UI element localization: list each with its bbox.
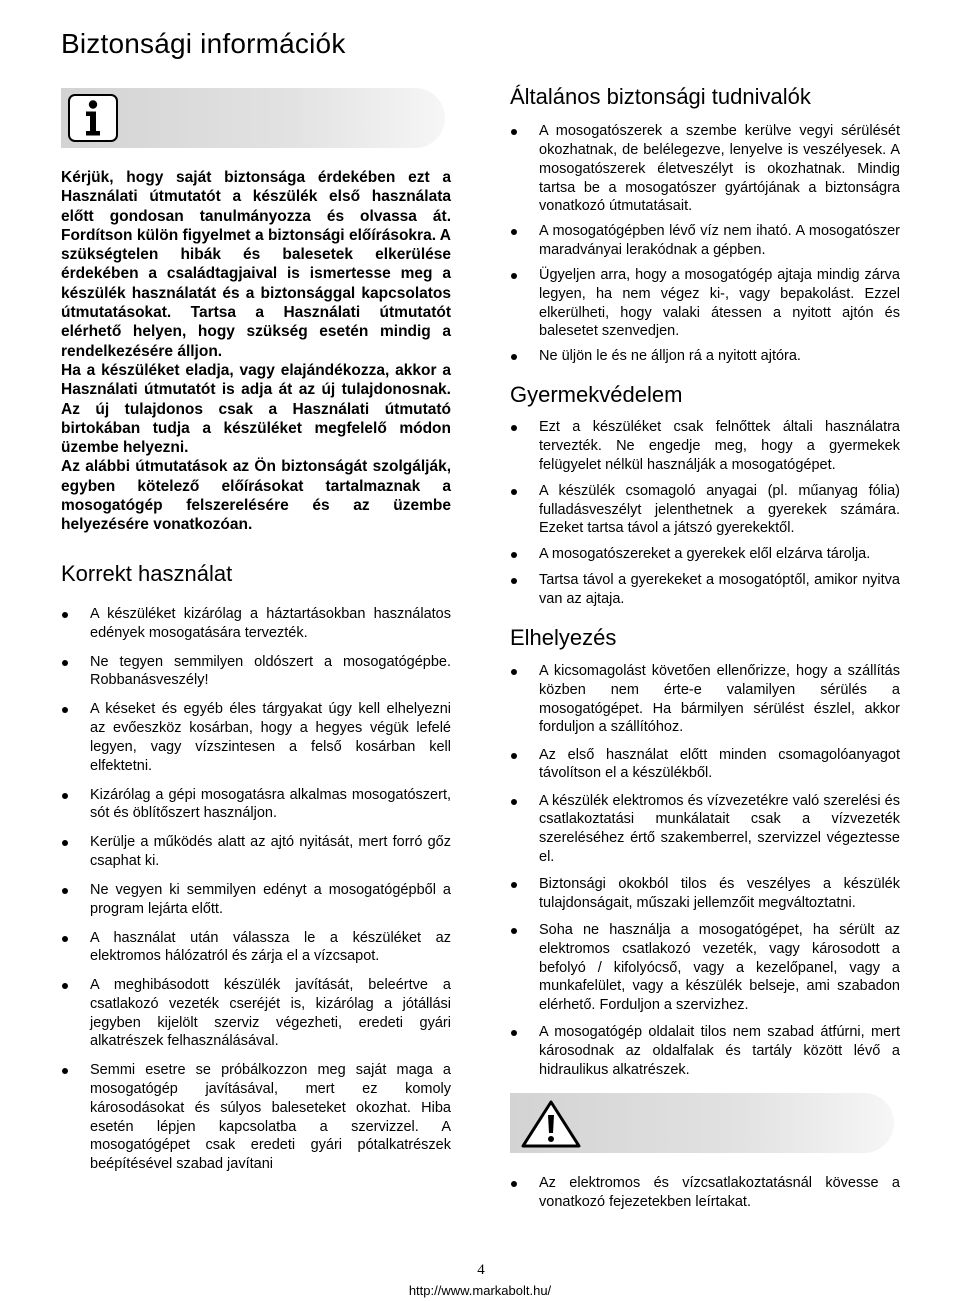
korrekt-hasznalat-list bbox=[61, 605, 451, 1174]
list-item: A készülék csomagoló anyagai (pl. műanyag fólia) fulladásveszélyt jelenthetnek a gyerekek számára. Ezeket tartsa távol a játszó gyerekektől. bbox=[510, 482, 900, 538]
list-item: Ne vegyen ki semmilyen edényt a mosogatógépből a program lejárta előtt. bbox=[61, 881, 451, 918]
intro-paragraph: Az alábbi útmutatások az Ön biztonságát szolgálják, egyben kötelező előírásokat tartalmaznak a mosogatógép felszerelésére és az üzembe helyezésére vonatkozóan. bbox=[61, 458, 451, 534]
page-number: 4 bbox=[477, 1262, 485, 1278]
right-column bbox=[510, 84, 900, 1221]
section-title-elhelyezes: Elhelyezés bbox=[510, 624, 617, 650]
list-item: A mosogatószerek a szembe kerülve vegyi sérülését okozhatnak, de belélegezve, lenyelve is veszélyesek. A mosogatószerek életveszélyt is okozhatnak. Mindig tartsa be a mosogatószer gyártójának a biztonságra vonatkozó útmutatásait. bbox=[510, 122, 900, 216]
section-title-gyermekvedelem: Gyermekvédelem bbox=[510, 382, 683, 407]
left-column bbox=[61, 88, 451, 1184]
list-item: Ezt a készüléket csak felnőttek általi használatra tervezték. Ne engedje meg, hogy a gyermekek felügyelet nélkül használják a mosogatógépet. bbox=[510, 418, 900, 474]
intro-text bbox=[61, 168, 451, 535]
list-item: A mosogatószereket a gyerekek elől elzárva tárolja. bbox=[510, 545, 900, 564]
list-item: A készülék elektromos és vízvezetékre való szerelési és csatlakoztatási munkálatait csak a vízvezeték szereléséhez értő szakemberrel, szervizzel végeztesse el. bbox=[510, 792, 900, 867]
intro-paragraph: Ha a készüléket eladja, vagy elajándékozza, akkor a Használati útmutatót is adja át az új tulajdonosnak. Az új tulajdonos csak a Használati útmutató birtokában tudja a készüléket megfelelő módon üzembe helyezni. bbox=[61, 361, 451, 457]
gyermekvedelem-list bbox=[510, 418, 900, 609]
list-item: A meghibásodott készülék javítását, beleértve a csatlakozó vezeték cseréjét is, kizárólag a jótállási jegyben kijelölt szerviz végezheti, eredeti gyári alkatrészek felhasználásával. bbox=[61, 976, 451, 1051]
altalanos-list bbox=[510, 122, 900, 366]
list-item: Tartsa távol a gyerekeket a mosogatóptől, amikor nyitva van az ajtaja. bbox=[510, 571, 900, 608]
page-title: Biztonsági információk bbox=[61, 28, 346, 59]
list-item: Ügyeljen arra, hogy a mosogatógép ajtaja mindig zárva legyen, ha nem végez ki-, vagy bepakolást. Ezzel elkerülheti, hogy valaki átessen a nyitott ajtón és balesetet szenvedjen. bbox=[510, 266, 900, 341]
warning-banner bbox=[510, 1093, 894, 1153]
list-item: A késeket és egyéb éles tárgyakat úgy kell elhelyezni az evőeszköz kosárban, hogy a hegyes végük lefelé legyen, vagy vízszintesen a felső kosárban kell elfektetni. bbox=[61, 700, 451, 775]
list-item: Az elektromos és vízcsatlakoztatásnál kövesse a vonatkozó fejezetekben leírtakat. bbox=[510, 1174, 900, 1211]
list-item: Az első használat előtt minden csomagolóanyagot távolítson el a készülékből. bbox=[510, 746, 900, 783]
list-item: A mosogatógépben lévő víz nem iható. A mosogatószer maradványai lerakódnak a gépben. bbox=[510, 222, 900, 259]
section-title-korrekt-hasznalat: Korrekt használat bbox=[61, 560, 233, 586]
footer-url: http://www.markabolt.hu/ bbox=[408, 1283, 552, 1298]
intro-paragraph: Kérjük, hogy saját biztonsága érdekében ezt a Használati útmutatót a készülék első használata előtt gondosan tanulmányozza és olvassa át. Fordítson külön figyelmet a biztonsági előírásokra. A szükségtelen hibák és balesetek elkerülése érdekében a családtagjaival is ismertesse meg a készülék használatát és a biztonsággal kapcsolatos útmutatásokat. Tartsa a Használati útmutatót elérhető helyen, hogy szükség esetén mindig a rendelkezésére álljon. bbox=[61, 169, 451, 360]
list-item: Kizárólag a gépi mosogatásra alkalmas mosogatószert, sót és öblítőszert használjon. bbox=[61, 786, 451, 823]
list-item: A mosogatógép oldalait tilos nem szabad átfúrni, mert károsodnak az oldalfalak és tartály között lévő a hidraulikus alkatrészek. bbox=[510, 1023, 900, 1079]
list-item: A használat után válassza le a készüléket az elektromos hálózatról és zárja el a vízcsapot. bbox=[61, 929, 451, 966]
list-item: Soha ne használja a mosogatógépet, ha sérült az elektromos csatlakozó vezeték, vagy károsodott a befolyó / kifolyócső, vagy a kezelőpanel, vagy a munkafelület, vagy a készülék belseje, ami szabadon elérhető. Forduljon a szervizhez. bbox=[510, 921, 900, 1015]
list-item: Biztonsági okokból tilos és veszélyes a készülék tulajdonságait, műszaki jellemzőit megváltoztatni. bbox=[510, 875, 900, 912]
list-item: Kerülje a működés alatt az ajtó nyitását, mert forró gőz csaphat ki. bbox=[61, 833, 451, 870]
section-title-altalanos: Általános biztonsági tudnivalók bbox=[510, 84, 811, 109]
list-item: Ne üljön le és ne álljon rá a nyitott ajtóra. bbox=[510, 347, 900, 366]
list-item: Ne tegyen semmilyen oldószert a mosogatógépbe. Robbanásveszély! bbox=[61, 653, 451, 690]
info-icon bbox=[68, 94, 118, 142]
info-banner bbox=[61, 88, 445, 148]
list-item: A készüléket kizárólag a háztartásokban használatos edények mosogatására tervezték. bbox=[61, 605, 451, 642]
warning-icon bbox=[520, 1099, 582, 1149]
warning-list bbox=[510, 1174, 900, 1211]
elhelyezes-list bbox=[510, 662, 900, 1079]
list-item: Semmi esetre se próbálkozzon meg saját maga a mosogatógép javításával, mert ez komoly károsodásokat és súlyos baleseteket okozhat. Hiba esetén lépjen kapcsolatba a szervizzel. A mosogatógépet csak eredeti gyári pótalkatrészek beépítésével szabad javítani bbox=[61, 1061, 451, 1173]
list-item: A kicsomagolást követően ellenőrizze, hogy a szállítás közben nem érte-e valamilyen sérülés a mosogatógépet. Ha bármilyen sérülést észlel, akkor forduljon a szállítóhoz. bbox=[510, 662, 900, 737]
